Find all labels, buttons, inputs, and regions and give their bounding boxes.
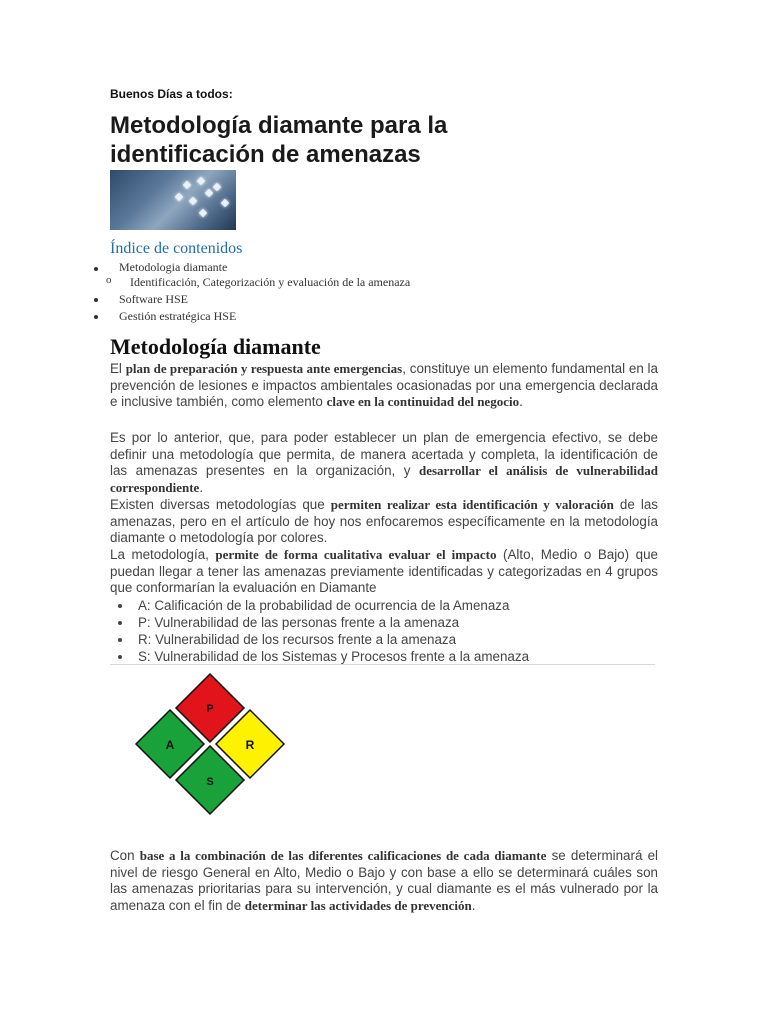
toc-link-software[interactable]: Software HSE: [119, 292, 188, 306]
text-run: (Alto, Medio o Bajo) que puedan llegar a tener las amenazas previamente identificadas y categorizadas en 4 grupos que conformarían la evaluación en Diamante: [110, 547, 658, 595]
bullet-icon: [118, 638, 122, 642]
bold-run: permiten realizar esta identificación y valoración: [330, 497, 614, 512]
bold-run: permite de forma cualitativa evaluar el impacto: [215, 547, 497, 562]
page-title: Metodología diamante para la identificación de amenazas: [110, 112, 448, 168]
paragraph-4: [110, 547, 658, 597]
text-run: .: [199, 479, 204, 495]
text-run: , constituye un elemento fundamental en la prevención de lesiones e impactos ambientales ocasionadas por una emergencia declarada e inclusive también, como elemento: [110, 361, 658, 409]
diamond-a-label: A: [165, 738, 175, 752]
diamond-groups-list: [110, 597, 529, 665]
bullet-icon: [118, 655, 122, 659]
text-run: Es por lo anterior, que, para poder establecer un plan de emergencia efectivo, se debe definir una metodología que permita, de manera acertada y completa, la identificación de las amenazas presentes en la organización, y: [110, 430, 658, 478]
bold-run: determinar las actividades de prevención: [244, 897, 472, 913]
list-item-text: S: Vulnerabilidad de los Sistemas y Procesos frente a la amenaza: [138, 649, 530, 664]
paragraph-2: [110, 430, 658, 496]
toc-link-metodologia[interactable]: Metodologia diamante: [119, 260, 228, 274]
toc-link-gestion[interactable]: Gestión estratégica HSE: [119, 309, 237, 323]
bold-run: desarrollar el análisis de vulnerabilidad correspondiente: [110, 463, 658, 495]
greeting-text: Buenos Días a todos:: [110, 87, 233, 101]
diamond-p-label: P: [206, 703, 214, 715]
text-run: .: [471, 897, 476, 913]
divider: [110, 664, 655, 665]
bold-run: plan de preparación y respuesta ante emergencias: [125, 361, 403, 376]
list-item: [110, 614, 529, 631]
bullet-icon: [118, 621, 122, 625]
text-run: se determinará el nivel de riesgo General en Alto, Medio o Bajo y con base a ello se determinará cuáles son las amenazas prioritarias para su intervención, y cual diamante es el más vulnerado por la amenaza con el fin de: [110, 848, 659, 913]
text-run: La metodología,: [110, 547, 216, 562]
text-run: Con: [110, 848, 140, 863]
text-run: Existen diversas metodologías que: [110, 497, 331, 512]
bullet-icon: [94, 267, 98, 271]
list-item: [110, 597, 529, 614]
section-heading: Metodología diamante: [110, 334, 321, 359]
circle-bullet-icon: o: [106, 274, 112, 286]
toc-heading: Índice de contenidos: [110, 240, 243, 257]
list-item-text: A: Calificación de la probabilidad de ocurrencia de la Amenaza: [138, 598, 510, 613]
paragraph-3: [110, 497, 658, 547]
paragraph-5: [110, 848, 658, 914]
bold-run: clave en la continuidad del negocio: [326, 394, 520, 409]
bullet-icon: [118, 604, 122, 608]
list-item: [110, 631, 529, 648]
bold-run: base a la combinación de las diferentes calificaciones de cada diamante: [139, 848, 547, 863]
diamond-r-label: R: [245, 738, 255, 752]
toc-link-identificacion[interactable]: Identificación, Categorización y evaluación de la amenaza: [130, 275, 411, 289]
text-run: .: [519, 394, 523, 409]
list-item: [110, 648, 529, 665]
list-item-text: R: Vulnerabilidad de los recursos frente a la amenaza: [138, 632, 457, 647]
list-item-text: P: Vulnerabilidad de las personas frente a la amenaza: [138, 615, 460, 630]
bullet-icon: [94, 315, 98, 319]
text-run: de las amenazas, pero en el artículo de hoy nos enfocaremos específicamente en la metodología diamante o metodología por colores.: [110, 497, 658, 545]
paragraph-1: [110, 361, 658, 411]
diamond-svg: [128, 670, 292, 816]
diamonds-photo: [110, 170, 236, 230]
text-run: El: [110, 361, 126, 376]
diamond-diagram: [128, 670, 292, 816]
bullet-icon: [94, 298, 98, 302]
diamond-s-label: S: [206, 776, 214, 788]
